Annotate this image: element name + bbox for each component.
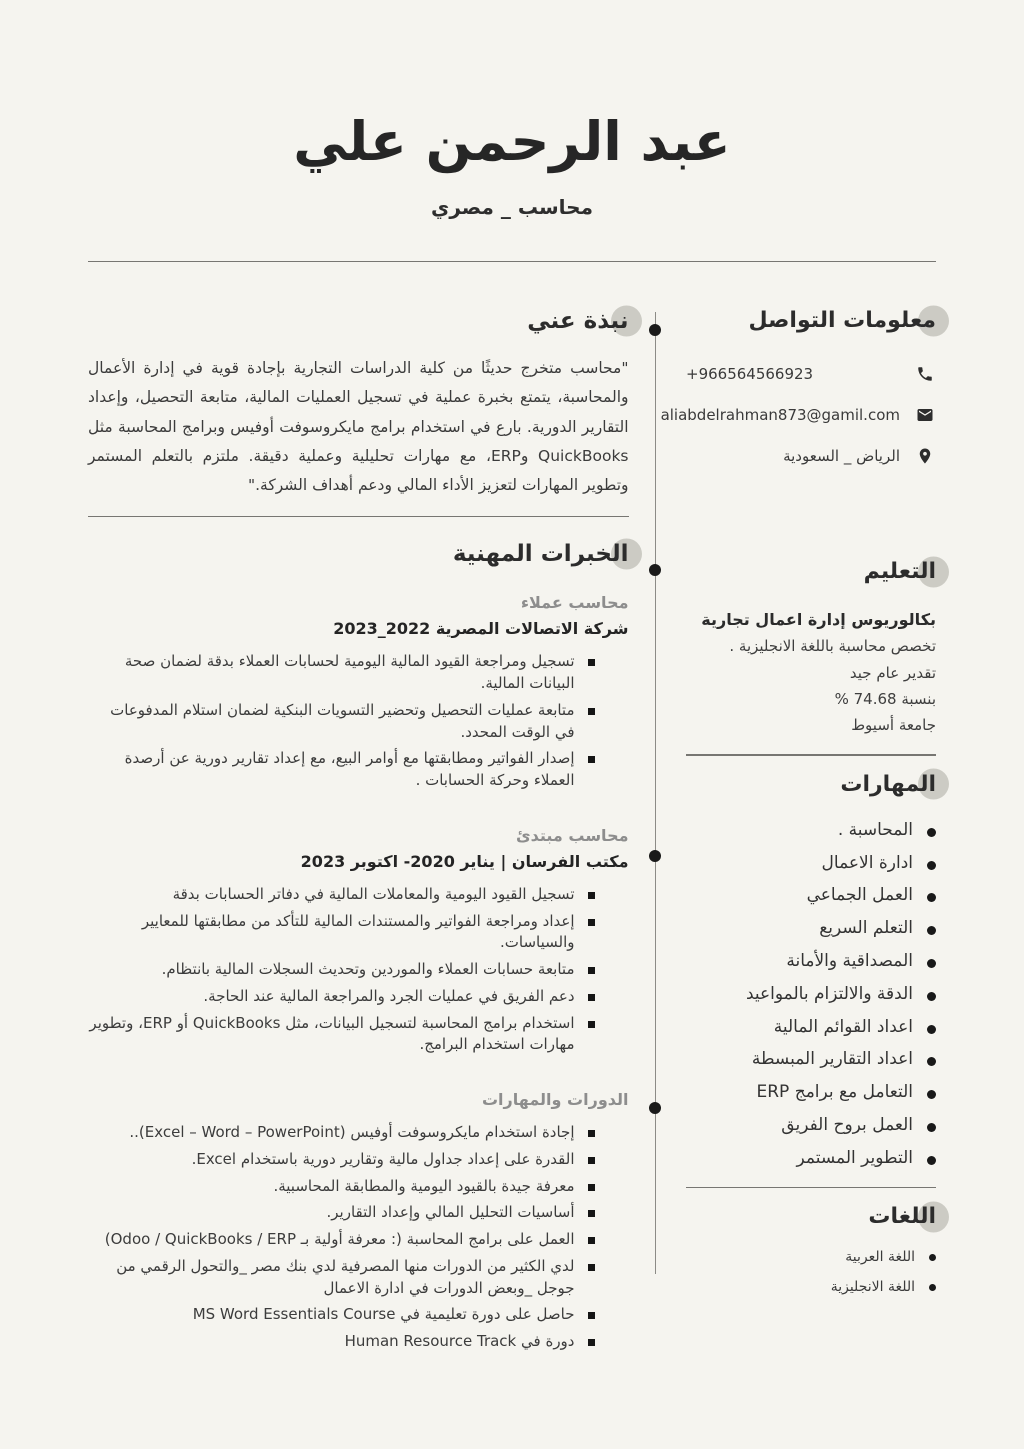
job-bullet: تسجيل ومراجعة القيود المالية اليومية لحسابات العملاء بدقة لضمان صحة البيانات المالية. xyxy=(88,651,595,695)
sidebar-divider xyxy=(686,754,936,756)
languages-section-title: اللغات xyxy=(868,1204,936,1229)
bullet-icon xyxy=(927,861,936,870)
job-company: شركة الاتصالات المصرية 2022_2023 xyxy=(333,619,629,639)
experience-section xyxy=(88,541,629,1353)
candidate-title: محاسب _ مصري xyxy=(431,194,593,219)
main-divider xyxy=(88,516,629,518)
course-bullet: العمل على برامج المحاسبة (: معرفة أولية بـ Odoo / QuickBooks / ERP) xyxy=(88,1229,595,1251)
bullet-icon xyxy=(588,1237,595,1244)
main-column xyxy=(88,308,629,1387)
bullet-icon xyxy=(929,1254,936,1261)
education-detail-line: تخصص محاسبة باللغة الانجليزية . xyxy=(729,637,936,656)
bullet-icon xyxy=(588,1021,595,1028)
contact-email-value: aliabdelrahman873@gamil.com xyxy=(660,406,900,425)
bullet-icon xyxy=(927,1025,936,1034)
contact-location-value: الرياض _ السعودية xyxy=(783,447,900,466)
bullet-icon xyxy=(588,1184,595,1191)
job-bullet: تسجيل القيود اليومية والمعاملات المالية في دفاتر الحسابات بدقة xyxy=(88,884,595,906)
contact-email-row xyxy=(660,402,936,428)
skills-list xyxy=(686,819,936,1171)
bullet-icon xyxy=(927,1156,936,1165)
course-bullet: حاصل على دورة تعليمية في MS Word Essentials Course xyxy=(88,1304,595,1326)
bullet-icon xyxy=(927,1090,936,1099)
courses-entry xyxy=(88,1090,629,1353)
education-section xyxy=(686,559,936,756)
job-bullet: استخدام برامج المحاسبة لتسجيل البيانات، مثل QuickBooks أو ERP، وتطوير مهارات استخدام البرامج. xyxy=(88,1013,595,1057)
bullet-icon xyxy=(927,1057,936,1066)
sidebar-divider xyxy=(686,1187,936,1189)
bullet-icon xyxy=(588,919,595,926)
job-bullet: متابعة عمليات التحصيل وتحضير التسويات البنكية لضمان استلام المدفوعات في الوقت المحدد. xyxy=(88,700,595,744)
job-role: محاسب مبتدئ xyxy=(515,825,629,845)
about-text: "محاسب متخرج حديثًا من كلية الدراسات التجارية بإجادة قوية في إدارة الأعمال والمحاسبة، يتمتع بخبرة عملية في تسجيل العمليات المالية، متابعة التحصيل، وإعداد التقارير الدورية. بارع في استخدام برامج مايكروسوفت أوفيس وبرامج المحاسبة مثل QuickBooks وERP، مع مهارات تحليلية وعملية دقيقة. ملتزم بالتعلم المستمر وتطوير المهارات لتعزيز الأداء المالي ودعم أهداف الشركة." xyxy=(88,359,629,494)
job-entry xyxy=(88,593,629,792)
course-bullet: أساسيات التحليل المالي وإعداد التقارير. xyxy=(88,1202,595,1224)
phone-icon xyxy=(914,365,936,383)
skills-section xyxy=(686,772,936,1188)
course-bullet: لدي الكثير من الدورات منها المصرفية لدي بنك مصر _والتحول الرقمي من جوجل _وبعض الدورات في ادارة الاعمال xyxy=(88,1256,595,1300)
education-details xyxy=(686,633,936,738)
course-bullet: دورة في Human Resource Track xyxy=(88,1331,595,1353)
skill-item: التطوير المستمر xyxy=(686,1147,936,1171)
education-detail-line: بنسبة 74.68 % xyxy=(834,689,936,708)
bullet-icon xyxy=(588,967,595,974)
job-bullet: متابعة حسابات العملاء والموردين وتحديث السجلات المالية بانتظام. xyxy=(88,959,595,981)
bullet-icon xyxy=(588,659,595,666)
bullet-icon xyxy=(927,992,936,1001)
skill-item: اعداد التقارير المبسطة xyxy=(686,1048,936,1072)
contact-section-title: معلومات التواصل xyxy=(749,308,936,333)
bullet-icon xyxy=(588,1339,595,1346)
job-entry xyxy=(88,826,629,1056)
languages-section xyxy=(686,1204,936,1298)
job-company: مكتب الفرسان | يناير 2020- اكتوبر 2023 xyxy=(300,851,629,871)
bullet-icon xyxy=(927,828,936,837)
contact-phone-row xyxy=(686,361,936,387)
job-bullets xyxy=(88,884,595,1056)
language-item: اللغة العربية xyxy=(686,1247,936,1268)
skill-item: التعلم السريع xyxy=(686,917,936,941)
header xyxy=(88,0,936,219)
bullet-icon xyxy=(588,1210,595,1217)
email-icon xyxy=(914,406,936,424)
bullet-icon xyxy=(927,959,936,968)
bullet-icon xyxy=(588,708,595,715)
contact-phone-value: +966564566923 xyxy=(686,365,814,384)
courses-title: الدورات والمهارات xyxy=(481,1090,629,1110)
bullet-icon xyxy=(588,1264,595,1271)
languages-list xyxy=(686,1247,936,1298)
job-role: محاسب عملاء xyxy=(520,593,629,613)
bullet-icon xyxy=(929,1284,936,1291)
location-pin-icon xyxy=(914,447,936,465)
skill-item: المحاسبة . xyxy=(686,819,936,843)
bullet-icon xyxy=(588,756,595,763)
divider-dot xyxy=(649,324,661,336)
skill-item: المصداقية والأمانة xyxy=(686,950,936,974)
job-bullet: دعم الفريق في عمليات الجرد والمراجعة المالية عند الحاجة. xyxy=(88,986,595,1008)
skill-item: العمل الجماعي xyxy=(686,884,936,908)
contact-section xyxy=(660,308,936,469)
divider-dot xyxy=(649,564,661,576)
about-section xyxy=(88,308,629,517)
job-bullet: إصدار الفواتير ومطابقتها مع أوامر البيع، مع إعداد تقارير دورية عن أرصدة العملاء وحركة الحسابات . xyxy=(88,748,595,792)
contact-location-row xyxy=(686,443,936,469)
header-divider xyxy=(88,261,936,263)
bullet-icon xyxy=(588,1312,595,1319)
skill-item: ادارة الاعمال xyxy=(686,852,936,876)
divider-dot xyxy=(649,850,661,862)
bullet-icon xyxy=(927,1123,936,1132)
skill-item: الدقة والالتزام بالمواعيد xyxy=(686,983,936,1007)
about-section-title: نبذة عني xyxy=(527,308,628,334)
skill-item: اعداد القوائم المالية xyxy=(686,1016,936,1040)
skill-item: التعامل مع برامج ERP xyxy=(686,1081,936,1105)
content-columns xyxy=(88,308,936,1387)
language-item: اللغة الانجليزية xyxy=(686,1277,936,1298)
course-bullet: إجادة استخدام مايكروسوفت أوفيس (Excel – Word – PowerPoint).. xyxy=(88,1122,595,1144)
bullet-icon xyxy=(927,893,936,902)
course-bullet: القدرة على إعداد جداول مالية وتقارير دورية باستخدام Excel. xyxy=(88,1149,595,1171)
bullet-icon xyxy=(588,994,595,1001)
experience-section-title: الخبرات المهنية xyxy=(453,541,629,567)
job-bullets xyxy=(88,651,595,792)
job-bullet: إعداد ومراجعة الفواتير والمستندات المالية للتأكد من مطابقتها للمعايير والسياسات. xyxy=(88,911,595,955)
course-bullet: معرفة جيدة بالقيود اليومية والمطابقة المحاسبية. xyxy=(88,1176,595,1198)
bullet-icon xyxy=(588,892,595,899)
bullet-icon xyxy=(927,926,936,935)
divider-dot xyxy=(649,1102,661,1114)
education-detail-line: تقدير عام جيد xyxy=(849,663,936,682)
sidebar xyxy=(660,308,936,1387)
courses-bullets xyxy=(88,1122,595,1353)
skills-section-title: المهارات xyxy=(840,772,936,797)
bullet-icon xyxy=(588,1130,595,1137)
bullet-icon xyxy=(588,1157,595,1164)
skill-item: العمل بروح الفريق xyxy=(686,1114,936,1138)
education-degree: بكالوريوس إدارة اعمال تجارية xyxy=(701,610,936,630)
education-detail-line: جامعة أسيوط xyxy=(851,716,936,735)
candidate-name: عبد الرحمن علي xyxy=(293,110,731,173)
education-section-title: التعليم xyxy=(864,559,936,584)
column-divider xyxy=(655,312,657,1274)
